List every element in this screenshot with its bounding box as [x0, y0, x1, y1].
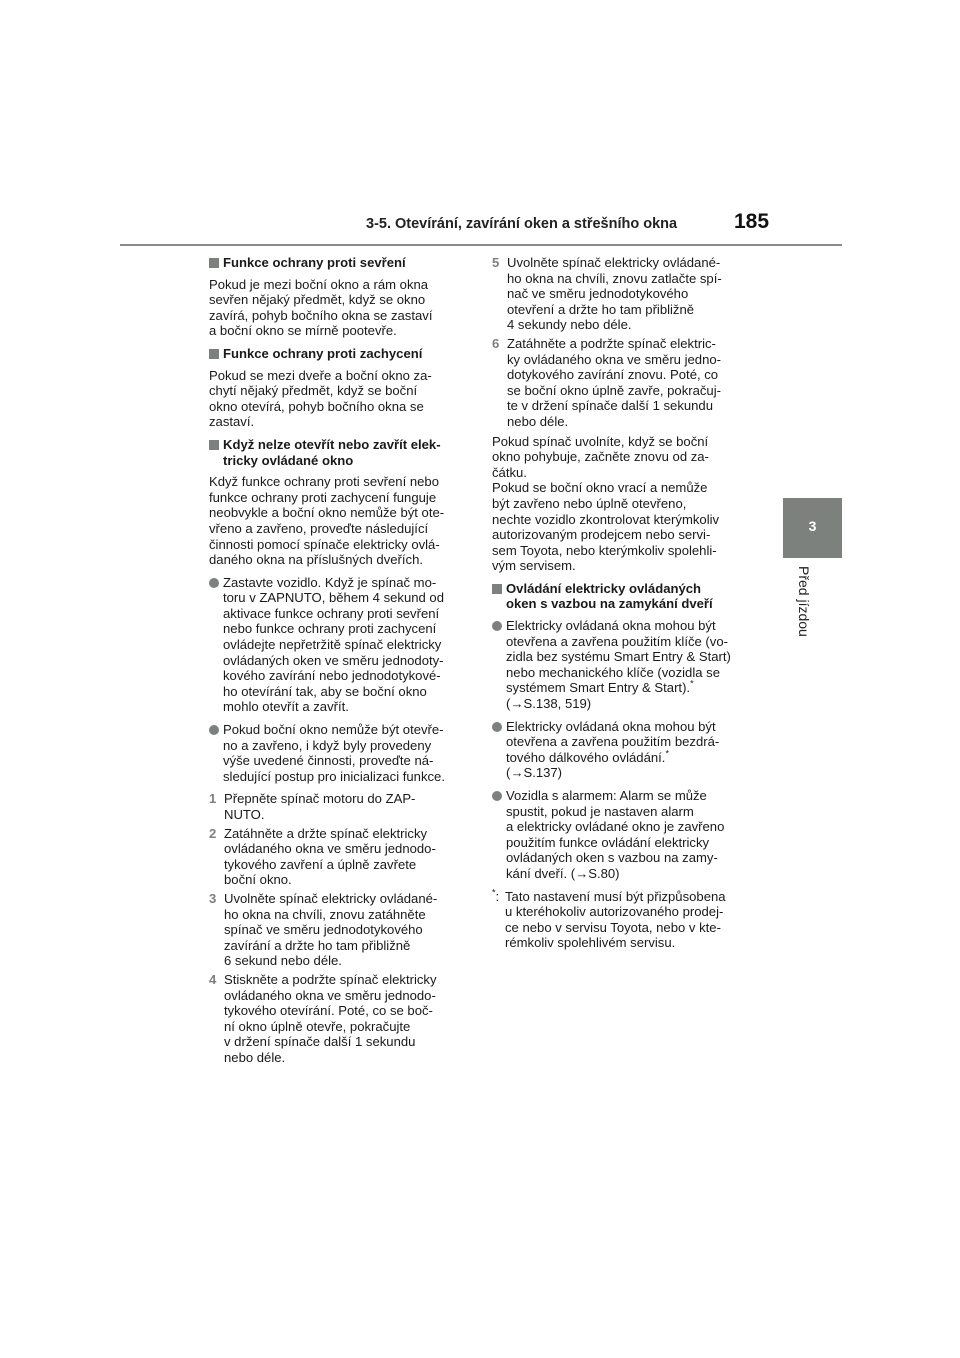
step-number: 4	[209, 971, 217, 987]
step-number: 1	[209, 791, 217, 807]
text-line: otevřena a zavřena použitím bezdrá-	[506, 734, 720, 750]
section-heading: Funkce ochrany proti zachycení	[209, 346, 467, 362]
text-line: čátku.	[492, 464, 527, 480]
chapter-tab-label: Před jízdou	[796, 566, 812, 637]
step-number: 3	[209, 890, 217, 906]
circle-bullet-icon	[492, 791, 502, 801]
bullet-item	[492, 719, 754, 781]
text-line: neobvykle a boční okno nemůže být ote-	[209, 505, 445, 521]
text-line: ho okna na chvíli, znovu zatáhněte	[224, 906, 426, 922]
text-line: nebo déle.	[224, 1049, 286, 1065]
circle-bullet-icon	[209, 725, 219, 735]
text-line: autorizovaným prodejcem nebo servi-	[492, 527, 711, 543]
step-item	[492, 336, 754, 430]
text-line: 4 sekundy nebo déle.	[507, 317, 632, 333]
text-line: sem Toyota, nebo kterýmkoliv spolehli-	[492, 542, 717, 558]
paragraph	[209, 368, 467, 430]
text-line: toru v ZAPNUTO, během 4 sekund od	[223, 590, 445, 606]
page-reference[interactable]: (→S.137)	[506, 765, 563, 781]
step-number: 6	[492, 335, 500, 351]
text-line: no a zavřeno, i když byly provedeny	[223, 737, 432, 753]
text-line: dotykového zavírání znovu. Poté, co	[507, 367, 719, 383]
square-bullet-icon	[209, 258, 219, 268]
text-line: a elektricky ovládané okno je zavřeno	[506, 819, 725, 835]
circle-bullet-icon	[492, 722, 502, 732]
chapter-title: 3-5. Otevírání, zavírání oken a střešního okna	[366, 216, 678, 232]
paragraph	[209, 277, 467, 339]
page-reference[interactable]: (→S.138, 519)	[506, 696, 592, 712]
square-bullet-icon	[209, 440, 219, 450]
step-number: 2	[209, 825, 217, 841]
text-line: vým servisem.	[492, 558, 576, 574]
text-line: Stiskněte a podržte spínač elektricky	[224, 971, 437, 987]
text-line: ho okna na chvíli, znovu zatlačte spí-	[507, 270, 722, 286]
text-line: zavírá, pohyb bočního okna se zastaví	[209, 307, 433, 323]
footnote-marker: *:	[492, 887, 500, 904]
page-number: 185	[734, 210, 770, 233]
right-column	[492, 255, 754, 951]
bullet-item	[209, 575, 467, 715]
footnote-reference: *	[690, 679, 694, 690]
text-line: spustit, pokud je nastaven alarm	[506, 803, 694, 819]
text-line: ce nebo v servisu Toyota, nebo v kte-	[505, 919, 721, 935]
step-item	[209, 826, 467, 888]
text-line: systémem Smart Entry & Start).*	[506, 679, 694, 696]
circle-bullet-icon	[209, 578, 219, 588]
step-number: 5	[492, 255, 500, 270]
text-line: tricky ovládané okno	[223, 452, 354, 468]
text-line: 6 sekund nebo déle.	[224, 953, 342, 969]
text-line: Elektricky ovládaná okna mohou být	[506, 718, 716, 734]
text-line: rémkoliv spolehlivém servisu.	[505, 935, 676, 951]
step-list	[209, 791, 467, 1065]
text-line: a boční okno se mírně pootevře.	[209, 323, 397, 339]
footnote-reference: *	[665, 748, 669, 759]
text-line: Pokud se mezi dveře a boční okno za-	[209, 367, 432, 383]
text-line: ovládaného okna ve směru jednodo-	[224, 987, 436, 1003]
text-line: boční okno.	[224, 872, 292, 888]
text-line: sevřen nějaký předmět, když se okno	[209, 292, 426, 308]
text-line: zidla bez systému Smart Entry & Start)	[506, 649, 731, 665]
step-item	[492, 255, 754, 333]
text-line: nebo funkce ochrany proti zachycení	[223, 621, 437, 637]
text-line: kového zavírání nebo jednodotykové-	[223, 668, 441, 684]
text-line: Pokud boční okno nemůže být otevře-	[223, 722, 444, 738]
text-line: okno otevírá, pohyb bočního okna se	[209, 398, 424, 414]
bullet-item	[209, 722, 467, 784]
text-line: spínač ve směru jednodotykového	[224, 922, 423, 938]
step-list	[492, 255, 754, 430]
text-line: se boční okno úplně zavře, pokračuj-	[507, 382, 721, 398]
section-heading: Funkce ochrany proti sevření	[209, 255, 467, 271]
text-line: Když nelze otevřít nebo zavřít elek-	[223, 436, 441, 452]
text-line: okno pohybuje, začněte znovu od za-	[492, 449, 709, 465]
section-heading	[492, 581, 754, 612]
text-line: ovládejte nepřetržitě spínač elektricky	[223, 637, 442, 653]
step-item	[209, 791, 467, 822]
text-line: nebo déle.	[507, 413, 569, 429]
text-line: zavírání a držte ho tam přibližně	[224, 937, 411, 953]
text-line: ovládaného okna ve směru jednodo-	[224, 841, 436, 857]
chapter-tab-number: 3	[808, 518, 817, 534]
square-bullet-icon	[209, 349, 219, 359]
text-line: ovládaných oken s vazbou na zamy-	[506, 850, 718, 866]
step-item	[209, 972, 467, 1066]
text-line: Elektricky ovládaná okna mohou být	[506, 618, 716, 634]
text-line: ky ovládaného okna ve směru jedno-	[507, 351, 721, 367]
paragraph	[209, 474, 467, 568]
text-line: tového dálkového ovládání.*	[506, 748, 669, 765]
left-column	[209, 255, 467, 1069]
text-line: tykového otevírání. Poté, co se boč-	[224, 1003, 433, 1019]
footnote	[492, 889, 754, 951]
text-line: otevření a držte ho tam přibližně	[507, 301, 695, 317]
text-line: Pokud se boční okno vrací a nemůže	[492, 480, 708, 496]
bullet-item	[492, 788, 754, 882]
text-line: být zavřeno nebo úplně otevřeno,	[492, 495, 687, 511]
step-item	[209, 891, 467, 969]
text-line: činnosti pomocí spínače elektricky ovlá-	[209, 536, 440, 552]
text-line: Zatáhněte a držte spínač elektricky	[224, 825, 428, 841]
header-divider	[120, 244, 842, 246]
text-line: Když funkce ochrany proti sevření nebo	[209, 474, 439, 490]
text-line: Uvolněte spínač elektricky ovládané-	[224, 890, 438, 906]
square-bullet-icon	[492, 584, 502, 594]
text-line: kání dveří. (→S.80)	[506, 865, 620, 881]
text-line: Zatáhněte a podržte spínač elektric-	[507, 335, 716, 351]
text-line: nebo mechanického klíče (vozidla se	[506, 664, 720, 680]
text-line: mohlo otevřít a zavřít.	[223, 699, 349, 715]
text-line: ní okno úplně otevře, pokračujte	[224, 1018, 411, 1034]
text-line: sledující postup pro inicializaci funkce.	[223, 768, 445, 784]
text-line: zastaví.	[209, 414, 255, 430]
text-line: použitím funkce ovládání elektricky	[506, 834, 710, 850]
text-line: otevřena a zavřena použitím klíče (vo-	[506, 633, 728, 649]
text-line: funkce ochrany proti zachycení funguje	[209, 489, 437, 505]
text-line: výše uvedené činnosti, proveďte ná-	[223, 753, 434, 769]
circle-bullet-icon	[492, 621, 502, 631]
text-line: Zastavte vozidlo. Když je spínač mo-	[223, 574, 437, 590]
text-line: oken s vazbou na zamykání dveří	[506, 596, 713, 612]
text-line: Uvolněte spínač elektricky ovládané-	[507, 255, 721, 270]
text-line: daného okna na příslušných dveřích.	[209, 552, 424, 568]
text-line: NUTO.	[224, 807, 265, 822]
section-heading	[209, 437, 467, 468]
paragraph	[492, 434, 754, 574]
text-line: Přepněte spínač motoru do ZAP-	[224, 791, 416, 807]
text-line: Ovládání elektricky ovládaných	[506, 580, 702, 596]
text-line: Tato nastavení musí být přizpůsobena	[505, 888, 726, 904]
text-line: vřeno a zavřeno, proveďte následující	[209, 520, 429, 536]
text-line: aktivace funkce ochrany proti sevření	[223, 605, 440, 621]
text-line: Pokud je mezi boční okno a rám okna	[209, 276, 429, 292]
text-line: ovládaných oken ve směru jednodoty-	[223, 652, 444, 668]
text-line: v držení spínače další 1 sekundu	[224, 1034, 416, 1050]
text-line: ho otevírání tak, aby se boční okno	[223, 683, 427, 699]
text-line: tykového zavření a úplně zavřete	[224, 856, 417, 872]
text-line: te v držení spínače další 1 sekundu	[507, 398, 713, 414]
text-line: Vozidla s alarmem: Alarm se může	[506, 788, 707, 803]
bullet-item	[492, 618, 754, 712]
text-line: nechte vozidlo zkontrolovat kterýmkoliv	[492, 511, 720, 527]
text-line: Pokud spínač uvolníte, když se boční	[492, 433, 709, 449]
text-line: chytí nějaký předmět, když se boční	[209, 383, 418, 399]
text-line: u kteréhokoliv autorizovaného prodej-	[505, 904, 724, 920]
text-line: nač ve směru jednodotykového	[507, 286, 689, 302]
